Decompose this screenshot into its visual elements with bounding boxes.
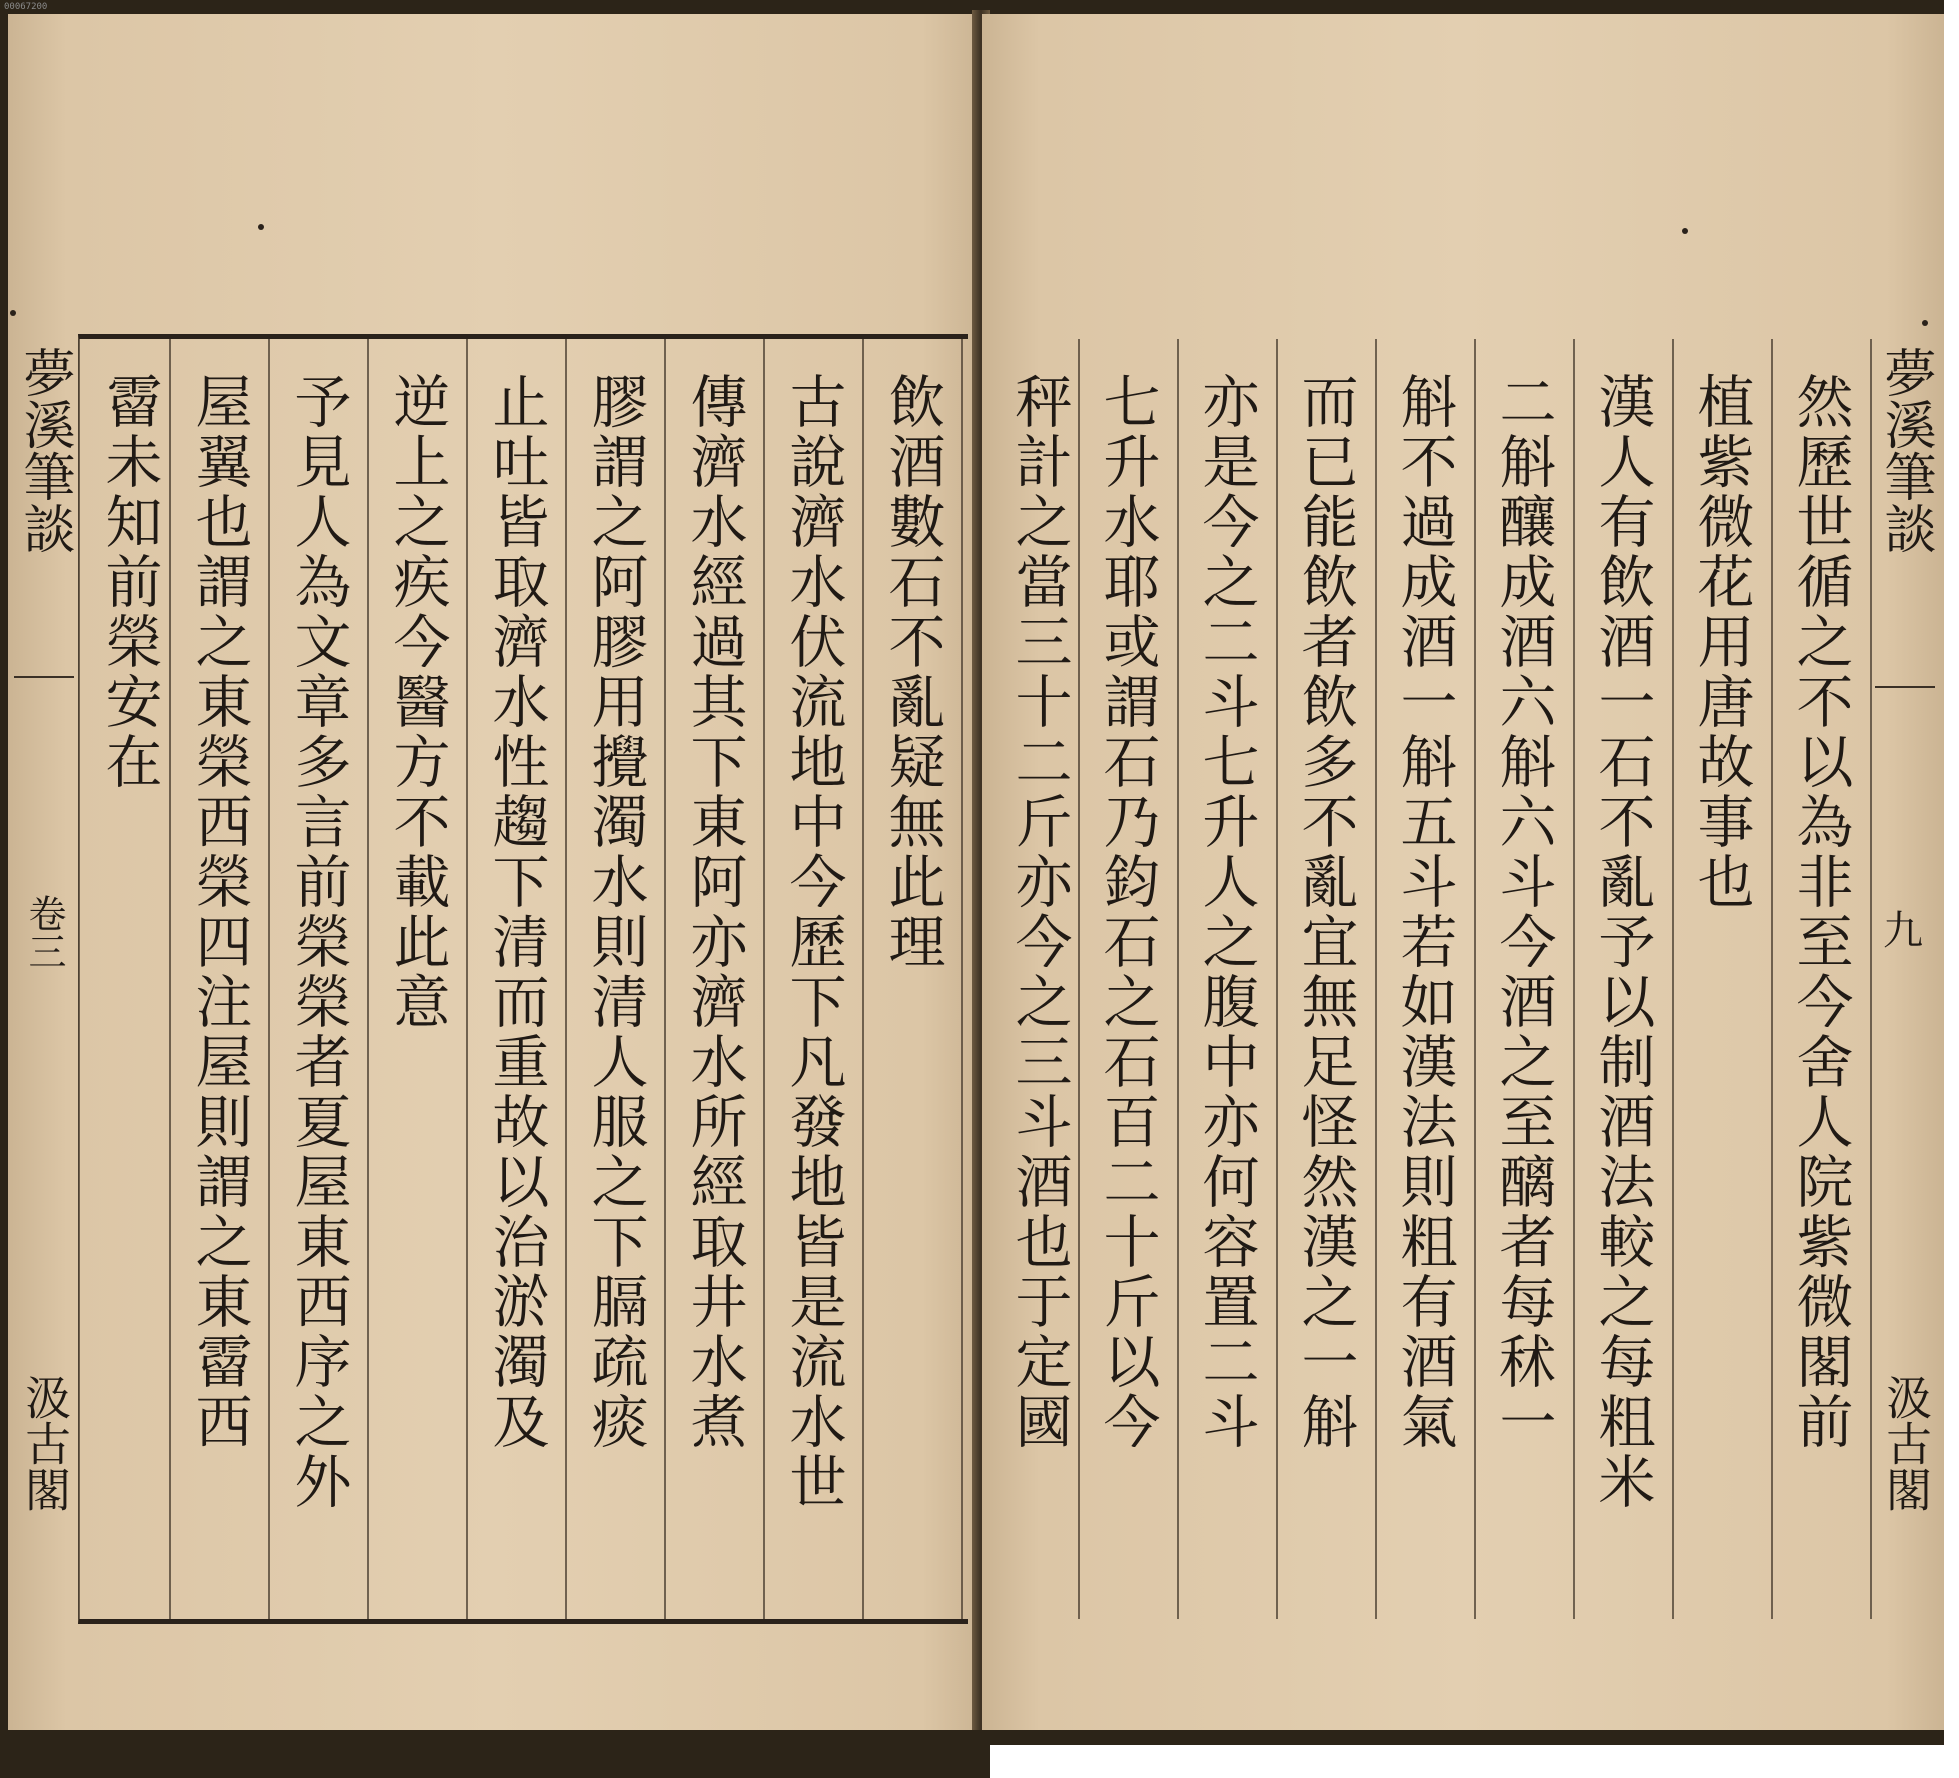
column-rule: [268, 339, 270, 1619]
column-rule: [466, 339, 468, 1619]
column-rule: [169, 339, 171, 1619]
column-rule: [78, 339, 80, 1619]
text-column: 二斛釀成酒六斛六斗今酒之至醨者每秫一: [1490, 372, 1556, 1452]
scan-margin: [1944, 0, 1959, 1778]
column-rule: [763, 339, 765, 1619]
text-column: 逆上之疾今醫方不載此意: [384, 372, 450, 1032]
margin-divider: [1875, 686, 1935, 688]
text-column: 然歷世循之不以為非至今舍人院紫微閣前: [1787, 372, 1853, 1452]
ink-dot: [1922, 320, 1928, 326]
book-title: 夢溪筆談: [1875, 346, 1935, 554]
juan-number: 卷三: [22, 894, 66, 970]
text-column: 漢人有飲酒一石不亂予以制酒法較之每粗米: [1589, 372, 1655, 1512]
column-rule: [1177, 339, 1179, 1619]
ink-dot: [258, 224, 264, 230]
text-column: 植紫微花用唐故事也: [1688, 372, 1754, 912]
column-rule: [565, 339, 567, 1619]
column-rule: [961, 339, 963, 1619]
column-rule: [1474, 339, 1476, 1619]
scan-id: 00067200: [4, 2, 48, 12]
left-page-margin: [14, 334, 74, 1624]
text-column: 而已能飲者飲多不亂宜無足怪然漢之一斛: [1292, 372, 1358, 1452]
text-column: 屋翼也謂之東榮西榮四注屋則謂之東霤西: [186, 372, 252, 1452]
text-column: 古說濟水伏流地中今歷下凡發地皆是流水世: [780, 372, 846, 1512]
folio-number: 九: [1883, 908, 1923, 954]
column-rule: [1375, 339, 1377, 1619]
right-page: [982, 14, 1944, 1730]
column-rule: [664, 339, 666, 1619]
column-rule: [1078, 339, 1080, 1619]
text-column: 秤計之當三十二斤亦今之三斗酒也于定國: [1006, 372, 1072, 1452]
text-column: 膠謂之阿膠用攪濁水則清人服之下膈疏痰: [582, 372, 648, 1452]
ink-dot: [1682, 228, 1688, 234]
left-page: [8, 14, 980, 1730]
column-rule: [1672, 339, 1674, 1619]
column-rule: [1276, 339, 1278, 1619]
text-column: 斛不過成酒一斛五斗若如漢法則粗有酒氣: [1391, 372, 1457, 1452]
press-name: 汲古閣: [18, 1374, 72, 1512]
text-column: 飲酒數石不亂疑無此理: [879, 372, 945, 972]
text-column: 七升水耶或謂石乃鈞石之石百二十斤以今: [1094, 372, 1160, 1452]
text-column: 霤未知前榮安在: [96, 372, 162, 792]
margin-divider: [14, 676, 74, 678]
scan-margin: [990, 1745, 1959, 1778]
right-page-margin: [1875, 334, 1935, 1624]
column-rule: [1573, 339, 1575, 1619]
column-rule: [1771, 339, 1773, 1619]
text-column: 亦是今之二斗七升人之腹中亦何容置二斗: [1193, 372, 1259, 1452]
book-title: 夢溪筆談: [14, 346, 74, 554]
ink-dot: [10, 310, 16, 316]
column-rule: [862, 339, 864, 1619]
text-column: 予見人為文章多言前榮榮者夏屋東西序之外: [285, 372, 351, 1512]
column-rule: [1870, 339, 1872, 1619]
text-column: 傳濟水經過其下東阿亦濟水所經取井水煮: [681, 372, 747, 1452]
press-name: 汲古閣: [1879, 1374, 1933, 1512]
column-rule: [367, 339, 369, 1619]
text-column: 止吐皆取濟水性趨下清而重故以治淤濁及: [483, 372, 549, 1452]
